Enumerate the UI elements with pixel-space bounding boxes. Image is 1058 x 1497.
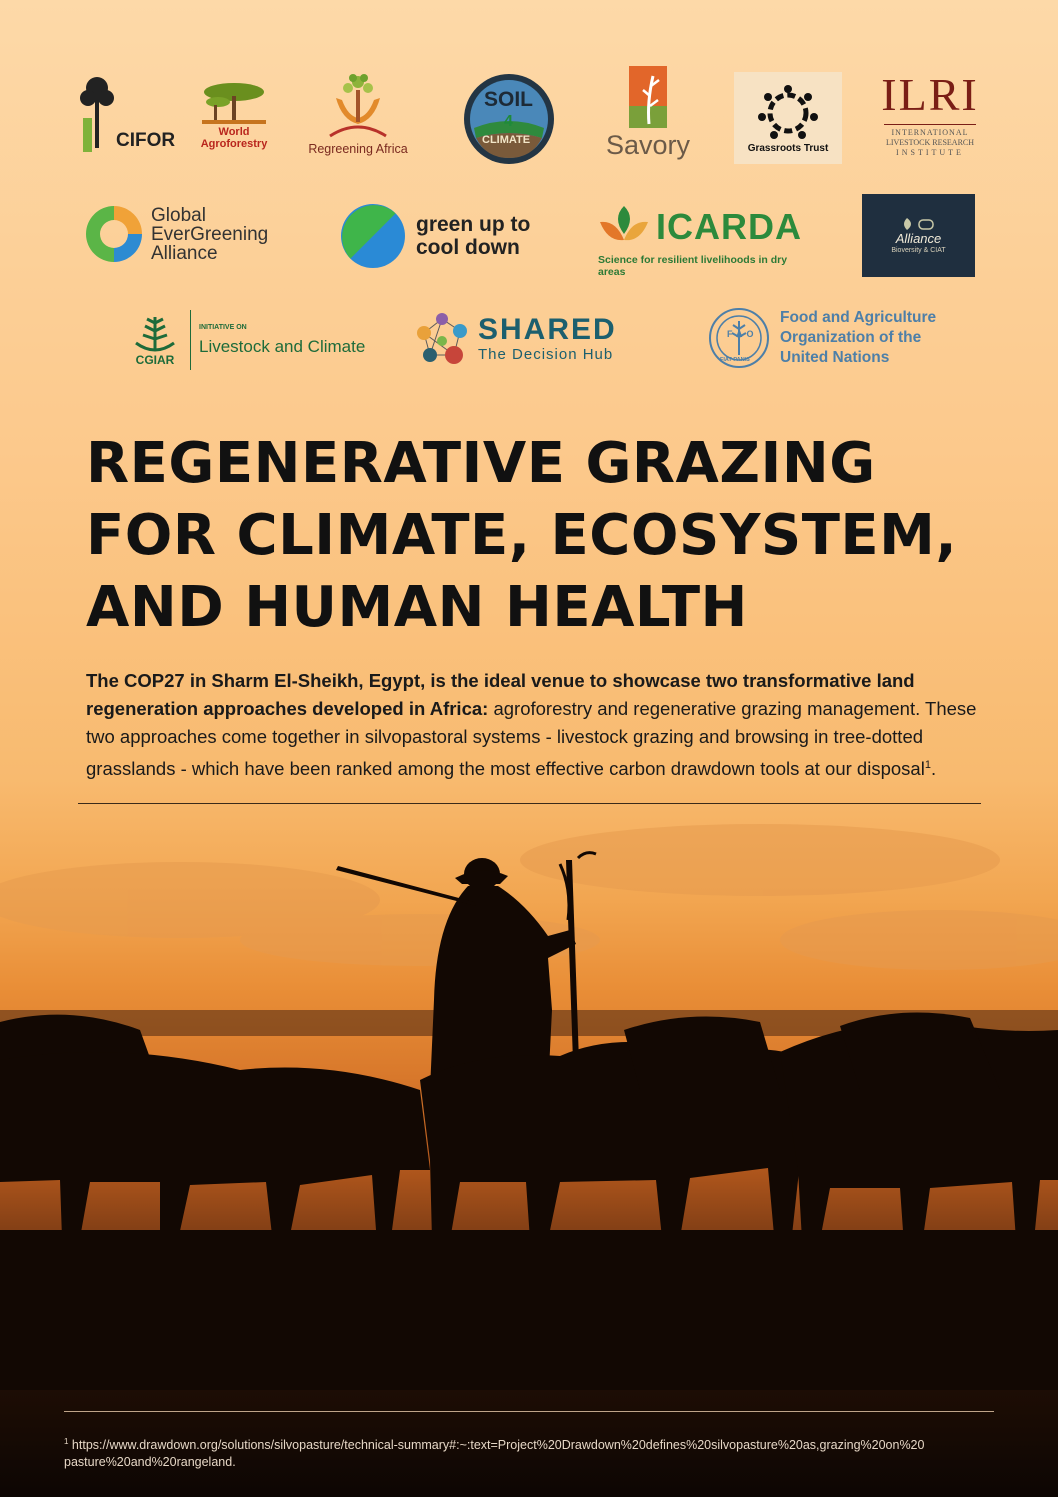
footnote-divider xyxy=(64,1411,994,1412)
icarda-tagline: Science for resilient livelihoods in dry areas xyxy=(598,254,788,278)
savory-grass-icon xyxy=(629,66,667,128)
evergreening-line2: EverGreening xyxy=(151,223,269,245)
alliance-leaf-icon xyxy=(899,216,939,232)
evergreening-ring-icon xyxy=(82,202,146,266)
ilri-title: ILRI xyxy=(881,69,979,120)
footnote xyxy=(64,1433,994,1471)
page-title xyxy=(86,428,986,644)
soil4climate-four: 4 xyxy=(504,113,513,130)
alliance-logo xyxy=(862,194,975,277)
footnote-url[interactable]: https://www.drawdown.org/solutions/silvopasture/technical-summary#:~:text=Project%20Drawdown%20defines%20silvopasture%20as,grazing%20on%20 pasture%20and%20rangeland. xyxy=(64,1438,925,1470)
icarda-leaf-icon xyxy=(598,204,650,250)
fao-logo xyxy=(708,306,938,370)
acacia-tree-icon xyxy=(198,80,270,126)
world-agroforestry-line1: World xyxy=(218,126,250,138)
grassroots-trust-logo xyxy=(734,72,842,164)
fao-emblem-text: FAO xyxy=(727,329,758,339)
title-line-3: AND HUMAN HEALTH xyxy=(86,575,748,640)
regreening-africa-text: Regreening Africa xyxy=(308,142,408,156)
hands-tree-icon xyxy=(328,72,388,138)
cgiar-text: CGIAR xyxy=(135,353,175,367)
fao-line2: Organization of the xyxy=(780,329,922,346)
shared-network-icon xyxy=(414,311,470,367)
ilri-logo xyxy=(882,70,978,166)
tree-icon xyxy=(80,74,114,156)
ilri-sub-1: INTERNATIONAL xyxy=(891,128,969,137)
title-line-2: FOR CLIMATE, ECOSYSTEM, xyxy=(86,503,958,568)
cifor-logo xyxy=(80,74,176,156)
green-up-line2: cool down xyxy=(416,236,520,259)
alliance-sub: Bioversity & CIAT xyxy=(891,247,946,254)
cifor-text: CIFOR xyxy=(116,130,176,151)
green-up-logo xyxy=(340,203,550,269)
ilri-sub-2: LIVESTOCK RESEARCH xyxy=(885,138,975,147)
intro-footnote-ref[interactable]: 1 xyxy=(924,759,931,771)
soil4climate-soil: SOIL xyxy=(484,88,534,111)
world-agroforestry-line2: Agroforestry xyxy=(200,138,268,150)
ilri-sub-3: INSTITUTE xyxy=(896,148,964,157)
initiative-on-text: INITIATIVE ON xyxy=(199,323,247,331)
herder-cattle-photo xyxy=(0,790,1058,1390)
evergreening-alliance-logo xyxy=(82,202,302,266)
shared-text: SHARED xyxy=(478,313,617,346)
intro-bold: The COP27 in Sharm El-Sheikh, Egypt, is the ideal venue to showcase two transformative land regeneration approaches developed in Africa: xyxy=(86,670,915,719)
evergreening-line1: Global xyxy=(151,204,206,226)
fao-motto-text: FIAT PANIS xyxy=(720,357,750,363)
fao-line1: Food and Agriculture xyxy=(780,309,937,326)
savory-text: Savory xyxy=(605,130,691,160)
icarda-text: ICARDA xyxy=(656,206,802,247)
title-line-1: REGENERATIVE GRAZING xyxy=(86,431,876,496)
evergreening-line3: Alliance xyxy=(151,242,218,264)
alliance-text: Alliance xyxy=(895,231,942,246)
regreening-africa-logo xyxy=(300,72,416,162)
footnote-number: 1 xyxy=(64,1437,69,1446)
livestock-climate-text: Livestock and Climate xyxy=(199,336,366,356)
intro-paragraph xyxy=(86,667,986,783)
cgiar-livestock-climate-logo xyxy=(128,308,368,372)
green-blue-circle-icon xyxy=(340,203,406,269)
soil4climate-climate: CLIMATE xyxy=(482,134,531,146)
shared-logo xyxy=(414,310,644,368)
fao-line3: United Nations xyxy=(780,349,890,366)
grassroots-trust-text: Grassroots Trust xyxy=(747,142,829,154)
shared-sub: The Decision Hub xyxy=(478,346,614,363)
green-up-line1: green up to xyxy=(416,213,531,236)
intro-end: . xyxy=(930,758,937,780)
icarda-logo xyxy=(598,204,813,278)
world-agroforestry-logo xyxy=(196,80,272,156)
cgiar-wheat-icon xyxy=(132,313,178,353)
people-circle-icon xyxy=(756,83,820,143)
intro-regular: agroforestry and regenerative grazing management. These two approaches come together in silvopastoral systems - livestock grazing and browsing in tree-dotted grasslands - which have been ranked among the most effective carbon drawdown tools at our disposal xyxy=(86,698,977,780)
savory-logo xyxy=(605,66,691,166)
soil4climate-logo xyxy=(462,72,556,166)
